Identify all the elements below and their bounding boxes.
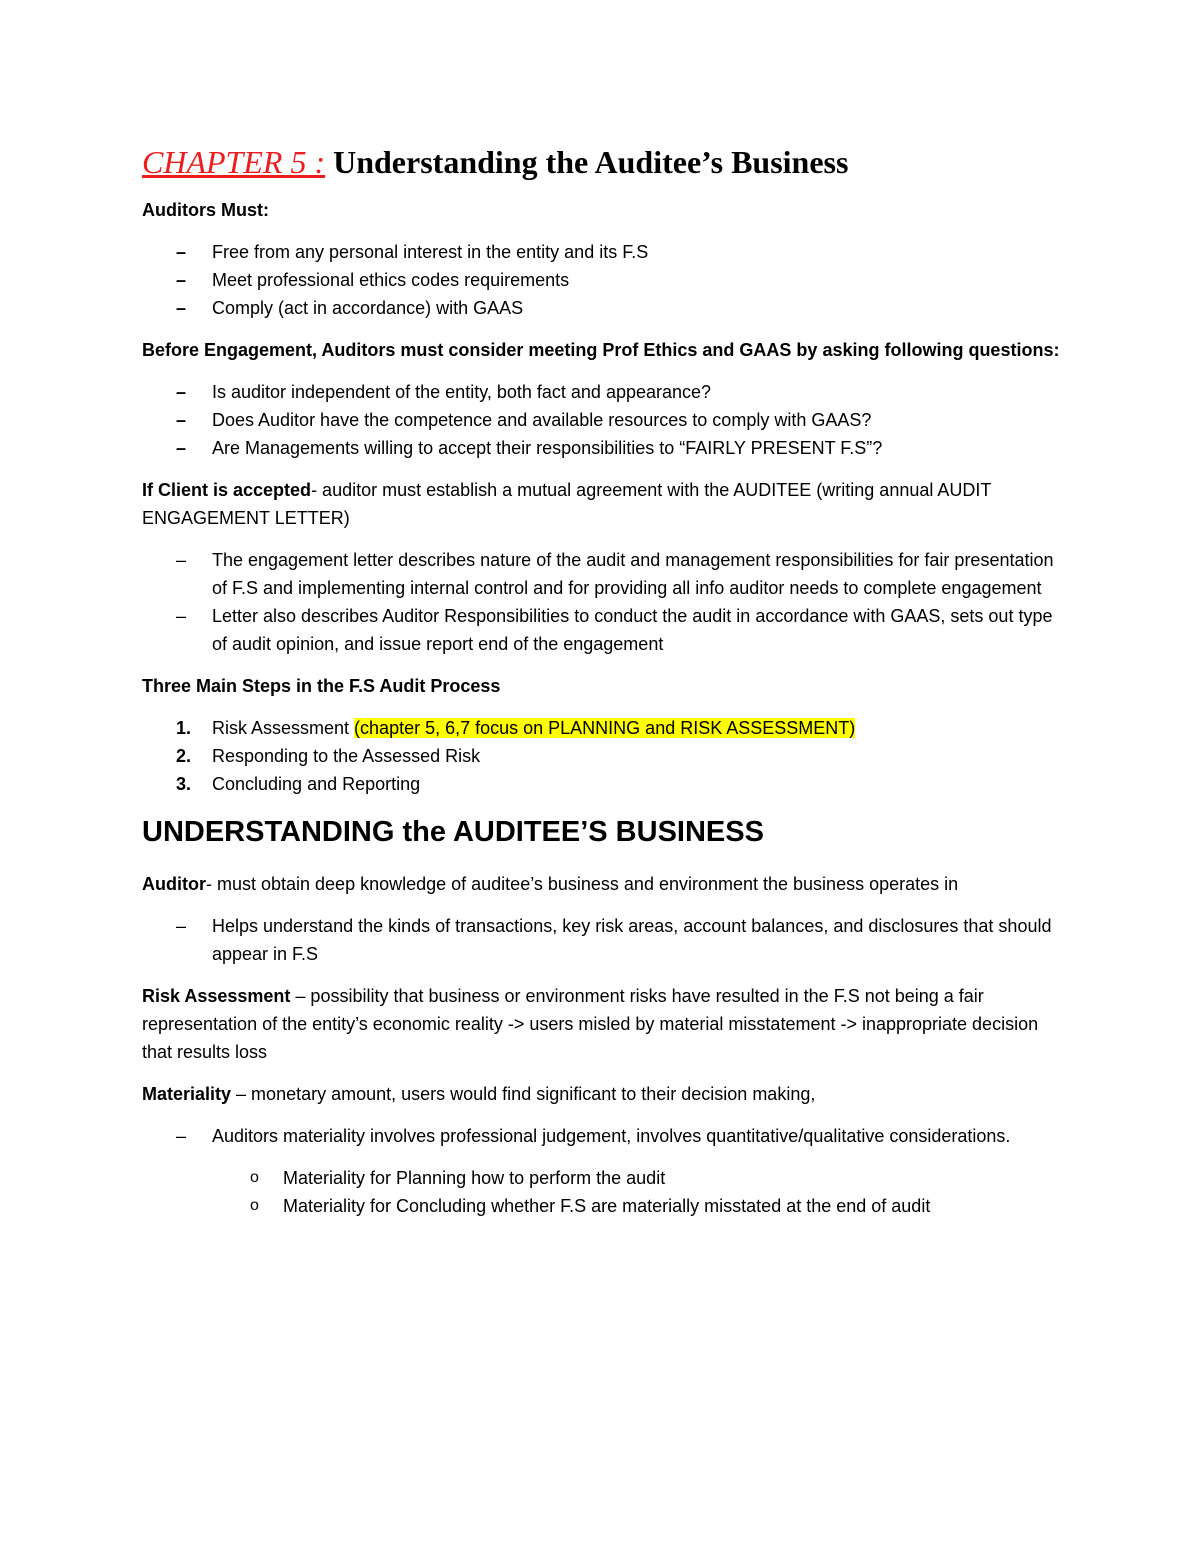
auditors-must-heading: Auditors Must:: [142, 200, 269, 220]
list-item-text: The engagement letter describes nature of the audit and management responsibilities for fair presentation of F.S and implementing internal control and for providing all info auditor needs to complete engagement: [212, 550, 1054, 598]
list-item-text: Meet professional ethics codes requirements: [212, 270, 570, 290]
dash-marker: –: [176, 242, 187, 262]
materiality-list: [142, 1122, 1062, 1150]
auditor-lead: Auditor: [142, 874, 206, 894]
risk-assessment-lead: Risk Assessment: [142, 986, 291, 1006]
list-item: [142, 238, 1062, 266]
auditor-list: [142, 912, 1062, 968]
list-item-text: Concluding and Reporting: [212, 774, 421, 794]
list-item-text: Comply (act in accordance) with GAAS: [212, 298, 524, 318]
list-item-text: Responding to the Assessed Risk: [212, 746, 481, 766]
chapter-title-text: Understanding the Auditee’s Business: [333, 144, 849, 180]
risk-assessment-text: – possibility that business or environment risks have resulted in the F.S not being a fair representation of the entity’s economic reality -> users misled by material misstatement -> inappropriate decision that results loss: [142, 986, 1039, 1062]
client-accepted-paragraph: [142, 476, 1062, 532]
materiality-sublist: [142, 1164, 1062, 1220]
list-item-text: Does Auditor have the competence and available resources to comply with GAAS?: [212, 410, 872, 430]
sub-list-item: [142, 1192, 1062, 1220]
list-item: [142, 378, 1062, 406]
list-item: [142, 1122, 1062, 1150]
number-marker: 3.: [176, 774, 192, 794]
client-accepted-lead: If Client is accepted: [142, 480, 312, 500]
three-steps-heading: Three Main Steps in the F.S Audit Process: [142, 676, 501, 696]
list-item: [142, 266, 1062, 294]
before-engagement-list: [142, 378, 1062, 462]
sub-list-item-text: Materiality for Concluding whether F.S are materially misstated at the end of audit: [283, 1196, 931, 1216]
materiality-paragraph: [142, 1080, 1062, 1108]
dash-marker: –: [176, 410, 187, 430]
document-content: [142, 142, 1062, 1220]
sub-list-item-text: Materiality for Planning how to perform the audit: [283, 1168, 666, 1188]
section-heading: UNDERSTANDING the AUDITEE’S BUSINESS: [142, 816, 764, 848]
auditor-text: - must obtain deep knowledge of auditee’s business and environment the business operates in: [205, 874, 959, 894]
list-item: [142, 294, 1062, 322]
auditor-paragraph: [142, 870, 1062, 898]
materiality-lead: Materiality: [142, 1084, 232, 1104]
circle-bullet-marker: o: [250, 1169, 259, 1186]
dash-marker: –: [176, 916, 187, 936]
circle-bullet-marker: o: [250, 1197, 259, 1214]
dash-marker: –: [176, 382, 187, 402]
materiality-text: – monetary amount, users would find significant to their decision making,: [231, 1084, 816, 1104]
dash-marker: –: [176, 550, 187, 570]
number-marker: 1.: [176, 718, 192, 738]
list-item: [142, 742, 1062, 770]
dash-marker: –: [176, 438, 187, 458]
risk-assessment-paragraph: [142, 982, 1062, 1066]
list-item-text: Risk Assessment: [212, 718, 355, 738]
dash-marker: –: [176, 270, 187, 290]
dash-marker: –: [176, 606, 187, 626]
list-item: [142, 546, 1062, 602]
list-item-text: Helps understand the kinds of transactions, key risk areas, account balances, and disclosures that should appear in F.S: [212, 916, 1052, 964]
list-item: [142, 770, 1062, 798]
chapter-title: [142, 142, 1062, 182]
three-steps-list: [142, 714, 1062, 798]
before-engagement-heading: Before Engagement, Auditors must consider meeting Prof Ethics and GAAS by asking following questions:: [142, 340, 1060, 360]
list-item: [142, 602, 1062, 658]
list-item-text: Letter also describes Auditor Responsibilities to conduct the audit in accordance with GAAS, sets out type of audit opinion, and issue report end of the engagement: [212, 606, 1053, 654]
chapter-label: CHAPTER 5 :: [142, 144, 326, 180]
list-item: [142, 912, 1062, 968]
number-marker: 2.: [176, 746, 192, 766]
list-item-text: Free from any personal interest in the entity and its F.S: [212, 242, 649, 262]
auditors-must-list: [142, 238, 1062, 322]
list-item-text: Auditors materiality involves professional judgement, involves quantitative/qualitative considerations.: [212, 1126, 1011, 1146]
sub-list-item: [142, 1164, 1062, 1192]
list-item-text: Is auditor independent of the entity, both fact and appearance?: [212, 382, 712, 402]
dash-marker: –: [176, 1126, 187, 1146]
client-accepted-text: - auditor must establish a mutual agreement with the AUDITEE (writing annual AUDIT ENGAGEMENT LETTER): [142, 480, 992, 528]
list-item: [142, 406, 1062, 434]
highlighted-text: (chapter 5, 6,7 focus on PLANNING and RISK ASSESSMENT): [354, 718, 856, 738]
dash-marker: –: [176, 298, 187, 318]
list-item: [142, 714, 1062, 742]
engagement-letter-list: [142, 546, 1062, 658]
list-item: [142, 434, 1062, 462]
list-item-text: Are Managements willing to accept their responsibilities to “FAIRLY PRESENT F.S”?: [212, 438, 883, 458]
